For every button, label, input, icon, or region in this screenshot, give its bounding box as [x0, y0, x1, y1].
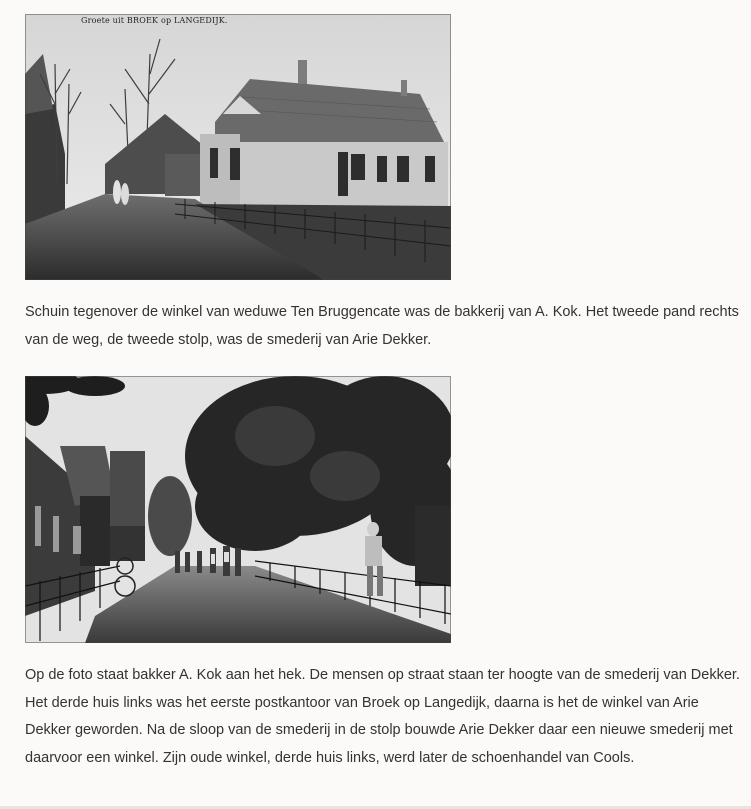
photo-caption: Schuin tegenover de winkel van weduwe Ten Bruggencate was de bakkerij van A. Kok. Het tweede pand rechts van de weg, de tweede stolp, was de smederij van Arie Dekker.: [25, 304, 739, 348]
historic-photo-street-baker-at-fence: [25, 376, 451, 643]
photo-image: [25, 14, 451, 280]
postcard-printed-text: Groete uit BROEK op LANGEDIJK.: [81, 16, 228, 25]
photo-caption: Op de foto staat bakker A. Kok aan het hek. De mensen op straat staan ter hoogte van de smederij van Dekker. Het derde huis links was het eerste postkantoor van Broek op Langedijk, daarna is het de winkel van Arie Dekker geworden. Na de sloop van de smederij in de stolp bouwde Arie Dekker daar een nieuwe smederij met daarvoor een winkel. Zijn oude winkel, derde huis links, werd later de schoenhandel van Cools.: [25, 667, 740, 766]
photo-image: [25, 376, 451, 643]
historic-photo-street-white-house: [25, 14, 451, 280]
